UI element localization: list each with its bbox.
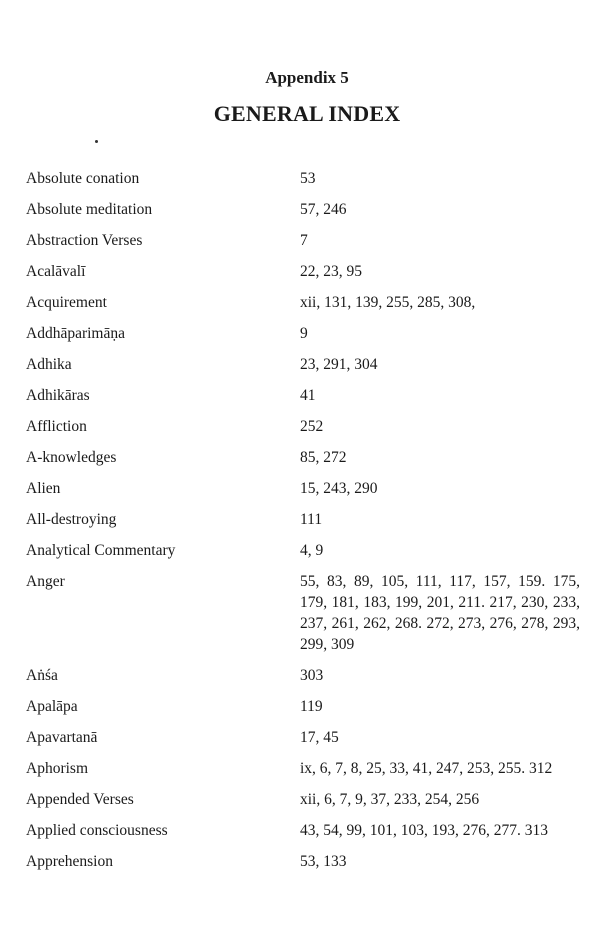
index-entry: [0, 696, 600, 717]
index-entry: [0, 447, 600, 468]
index-term: Acalāvalī: [26, 263, 86, 280]
index-entry: [0, 230, 600, 251]
index-pages: 303: [300, 667, 324, 684]
index-term: Affliction: [26, 418, 87, 435]
index-pages: 22, 23, 95: [300, 263, 362, 280]
index-term: Appended Verses: [26, 791, 134, 808]
index-pages: 57, 246: [300, 201, 347, 218]
index-entry: [0, 199, 600, 220]
index-entry: [0, 385, 600, 406]
index-pages: 9: [300, 325, 308, 342]
index-term: Acquirement: [26, 294, 107, 311]
index-term: Abstraction Verses: [26, 232, 143, 249]
index-entry: [0, 820, 600, 841]
index-term: All-destroying: [26, 511, 117, 528]
index-term: Applied consciousness: [26, 822, 168, 839]
index-entry: [0, 540, 600, 561]
index-entry: [0, 323, 600, 344]
index-entries: [0, 168, 600, 882]
index-entry: [0, 261, 600, 282]
index-term: Aṅśa: [26, 667, 58, 684]
index-pages: 111: [300, 511, 323, 528]
index-entry: [0, 727, 600, 748]
index-entry: [0, 354, 600, 375]
appendix-label: Appendix 5: [265, 68, 349, 87]
index-term: Addhāparimāṇa: [26, 325, 125, 342]
index-pages: 252: [300, 418, 324, 435]
index-pages: xii, 6, 7, 9, 37, 233, 254, 256: [300, 791, 480, 808]
index-term: Absolute conation: [26, 170, 140, 187]
index-pages: 7: [300, 232, 308, 249]
index-term: A-knowledges: [26, 449, 117, 466]
index-pages: 119: [300, 698, 323, 715]
index-term: Anger: [26, 573, 65, 590]
index-entry: [0, 665, 600, 686]
index-pages: 23, 291, 304: [300, 356, 378, 373]
index-entry: [0, 758, 600, 779]
index-term: Adhikāras: [26, 387, 90, 404]
index-entry: [0, 789, 600, 810]
index-pages: 55, 83, 89, 105, 111, 117, 157, 159. 175, 179, 181, 183, 199, 201, 211. 217, 230, 233, 237, 261, 262, 268. 272, 273, 276, 278, 293, 299, 309: [300, 573, 580, 653]
index-pages: ix, 6, 7, 8, 25, 33, 41, 247, 253, 255. 312: [300, 760, 553, 777]
index-entry: [0, 416, 600, 437]
index-term: Aphorism: [26, 760, 88, 777]
index-pages: 43, 54, 99, 101, 103, 193, 276, 277. 313: [300, 822, 548, 839]
index-pages: 4, 9: [300, 542, 324, 559]
index-pages: 53, 133: [300, 853, 347, 870]
index-entry: [0, 478, 600, 499]
index-pages: xii, 131, 139, 255, 285, 308,: [300, 294, 476, 311]
print-speck: [95, 140, 98, 143]
index-entry: [0, 509, 600, 530]
index-entry: [0, 851, 600, 872]
index-term: Alien: [26, 480, 61, 497]
index-entry: [0, 292, 600, 313]
index-pages: 41: [300, 387, 316, 404]
index-term: Absolute meditation: [26, 201, 153, 218]
index-term: Apavartanā: [26, 729, 98, 746]
index-pages: 17, 45: [300, 729, 339, 746]
index-entry: [0, 571, 600, 655]
index-term: Apprehension: [26, 853, 113, 870]
index-pages: 53: [300, 170, 316, 187]
index-term: Apalāpa: [26, 698, 78, 715]
index-term: Analytical Commentary: [26, 542, 176, 559]
index-pages: 85, 272: [300, 449, 347, 466]
index-pages: 15, 243, 290: [300, 480, 378, 497]
page-title: GENERAL INDEX: [213, 101, 401, 126]
index-term: Adhika: [26, 356, 72, 373]
index-entry: [0, 168, 600, 189]
